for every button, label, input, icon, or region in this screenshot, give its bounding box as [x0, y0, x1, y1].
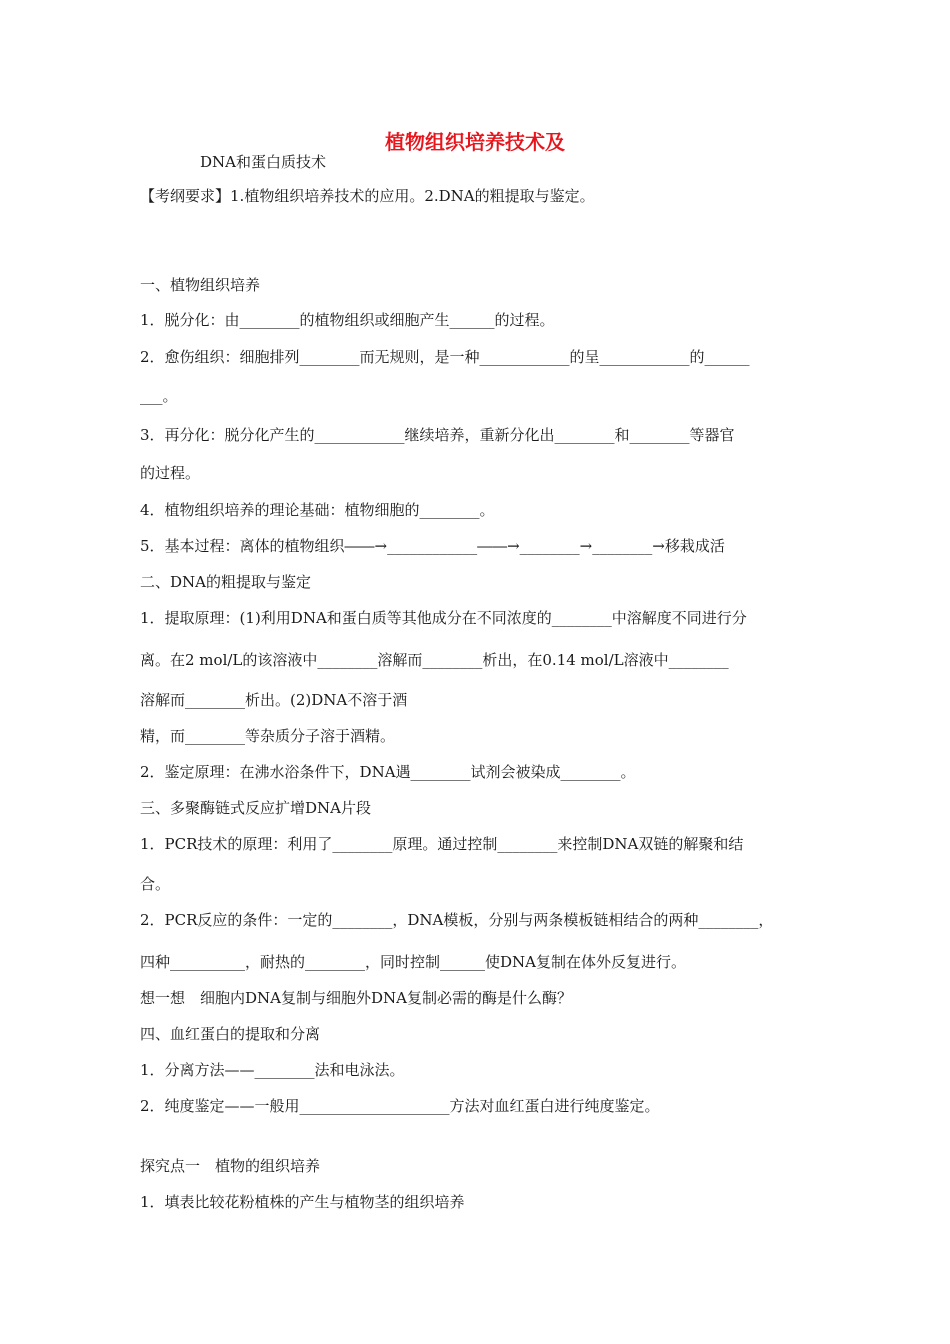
text-line: 的过程。 — [140, 464, 201, 482]
text-line: 溶解而________析出。(2)DNA不溶于酒 — [140, 691, 408, 709]
text-line: ___。 — [140, 387, 178, 405]
exam-requirements-label: 【考纲要求】 — [140, 187, 231, 205]
text-line: 5．基本过程：离体的植物组织――→____________――→________→________→移栽成活 — [140, 537, 725, 555]
text-line: 3．再分化：脱分化产生的____________继续培养，重新分化出________和________等器官 — [140, 426, 735, 444]
section-heading: 四、血红蛋白的提取和分离 — [140, 1025, 321, 1043]
section-heading: 三、多聚酶链式反应扩增DNA片段 — [140, 799, 371, 817]
exam-requirements — [140, 186, 595, 206]
think-question: 想一想 细胞内DNA复制与细胞外DNA复制必需的酶是什么酶？ — [140, 989, 572, 1007]
text-line: 离。在2 mol/L的该溶液中________溶解而________析出，在0.14 mol/L溶液中________ — [140, 651, 729, 669]
document-title: 植物组织培养技术及 — [385, 130, 565, 154]
text-line: 2．纯度鉴定——一般用____________________方法对血红蛋白进行纯度鉴定。 — [140, 1097, 660, 1115]
text-line: 1．脱分化：由________的植物组织或细胞产生______的过程。 — [140, 311, 555, 329]
text-line: 2．鉴定原理：在沸水浴条件下，DNA遇________试剂会被染成________。 — [140, 763, 636, 781]
text-line: 1．分离方法——________法和电泳法。 — [140, 1061, 405, 1079]
section-heading: 一、植物组织培养 — [140, 276, 261, 294]
text-line: 4．植物组织培养的理论基础：植物细胞的________。 — [140, 501, 495, 519]
text-line: 2．愈伤组织：细胞排列________而无规则，是一种____________的呈____________的______ — [140, 348, 750, 366]
text-line: 1．提取原理：(1)利用DNA和蛋白质等其他成分在不同浓度的________中溶解度不同进行分 — [140, 609, 747, 627]
text-line: 精，而________等杂质分子溶于酒精。 — [140, 727, 396, 745]
inquiry-heading: 探究点一 植物的组织培养 — [140, 1157, 321, 1175]
document-subtitle: DNA和蛋白质技术 — [200, 153, 326, 171]
text-line: 1．PCR技术的原理：利用了________原理。通过控制________来控制DNA双链的解聚和结 — [140, 835, 744, 853]
text-line: 1．填表比较花粉植株的产生与植物茎的组织培养 — [140, 1193, 465, 1211]
text-line: 2．PCR反应的条件：一定的________，DNA模板，分别与两条模板链相结合的两种________， — [140, 911, 774, 929]
section-heading: 二、DNA的粗提取与鉴定 — [140, 573, 311, 591]
text-line: 四种__________，耐热的________，同时控制______使DNA复制在体外反复进行。 — [140, 953, 686, 971]
exam-requirements-text: 1.植物组织培养技术的应用。2.DNA的粗提取与鉴定。 — [230, 187, 595, 205]
text-line: 合。 — [140, 875, 171, 893]
